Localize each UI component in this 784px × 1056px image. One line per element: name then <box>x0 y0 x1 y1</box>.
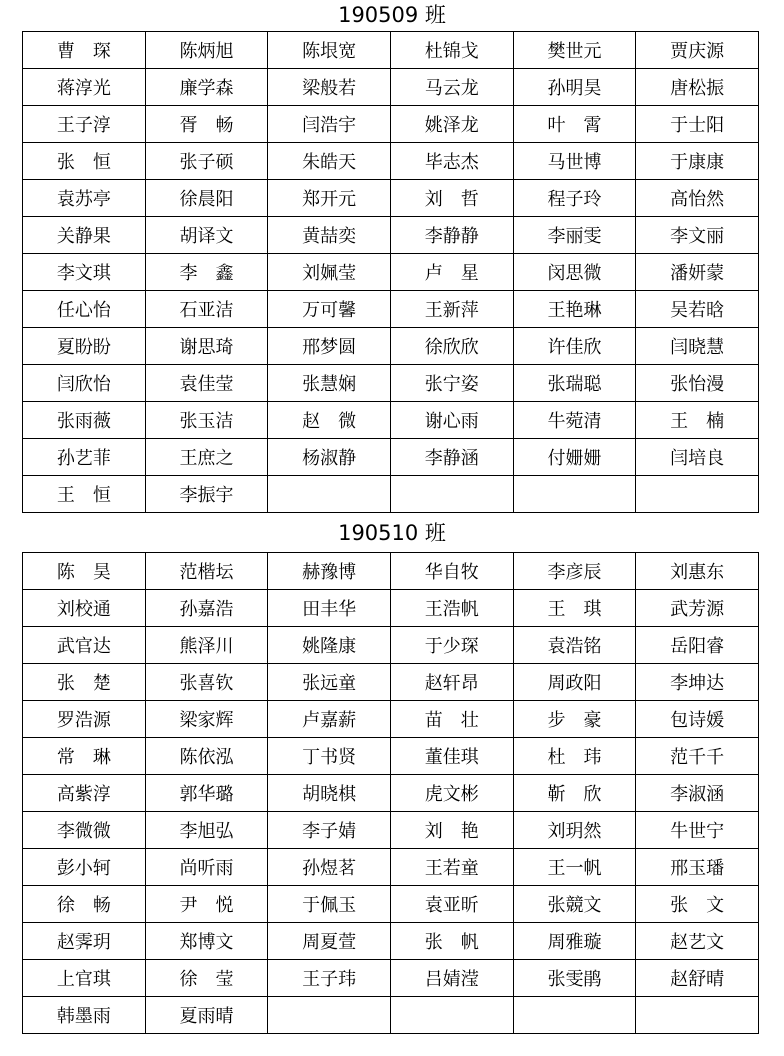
student-name-cell: 陈 昊 <box>23 553 146 590</box>
student-name-cell <box>268 997 391 1034</box>
student-name-cell: 孙明昊 <box>513 69 636 106</box>
student-name-cell: 闵思微 <box>513 254 636 291</box>
student-name-cell: 王 恒 <box>23 476 146 513</box>
student-name-cell: 马世博 <box>513 143 636 180</box>
student-name-cell: 王一帆 <box>513 849 636 886</box>
student-name-cell: 于士阳 <box>636 106 759 143</box>
student-name-cell: 李彦辰 <box>513 553 636 590</box>
student-name-cell: 高紫淳 <box>23 775 146 812</box>
student-name-cell: 郑开元 <box>268 180 391 217</box>
student-name-cell: 王庶之 <box>145 439 268 476</box>
student-name-cell: 袁苏亭 <box>23 180 146 217</box>
student-name-cell: 赵轩昂 <box>390 664 513 701</box>
student-name-cell: 王浩帆 <box>390 590 513 627</box>
table-row <box>23 812 759 849</box>
student-name-cell: 闫欣怡 <box>23 365 146 402</box>
student-name-cell: 张 文 <box>636 886 759 923</box>
table-row <box>23 923 759 960</box>
student-name-cell: 胥 畅 <box>145 106 268 143</box>
student-name-cell: 孙嘉浩 <box>145 590 268 627</box>
table-row <box>23 701 759 738</box>
student-name-cell: 王若童 <box>390 849 513 886</box>
student-name-cell: 步 豪 <box>513 701 636 738</box>
table-row <box>23 328 759 365</box>
student-name-cell: 朱皓天 <box>268 143 391 180</box>
student-name-cell: 周夏萱 <box>268 923 391 960</box>
student-name-cell: 罗浩源 <box>23 701 146 738</box>
student-name-cell: 赫豫博 <box>268 553 391 590</box>
student-name-cell: 刘玥然 <box>513 812 636 849</box>
student-name-cell: 武芳源 <box>636 590 759 627</box>
table-row <box>23 960 759 997</box>
student-name-cell <box>513 476 636 513</box>
student-name-cell: 张玉洁 <box>145 402 268 439</box>
student-name-cell: 于佩玉 <box>268 886 391 923</box>
student-name-cell: 范千千 <box>636 738 759 775</box>
student-name-cell: 夏盼盼 <box>23 328 146 365</box>
student-name-cell: 陈垠宽 <box>268 32 391 69</box>
student-name-cell: 谢思琦 <box>145 328 268 365</box>
student-name-cell: 李静静 <box>390 217 513 254</box>
student-name-cell: 赵艺文 <box>636 923 759 960</box>
student-name-cell: 张怡漫 <box>636 365 759 402</box>
student-name-cell: 牛菀清 <box>513 402 636 439</box>
student-name-cell: 胡译文 <box>145 217 268 254</box>
student-name-cell: 张 帆 <box>390 923 513 960</box>
student-name-cell <box>636 476 759 513</box>
student-name-cell: 闫晓慧 <box>636 328 759 365</box>
student-name-cell: 高怡然 <box>636 180 759 217</box>
table-row <box>23 180 759 217</box>
student-name-cell: 李 鑫 <box>145 254 268 291</box>
student-name-cell: 夏雨晴 <box>145 997 268 1034</box>
student-name-cell: 武官达 <box>23 627 146 664</box>
student-name-cell: 孙煜茗 <box>268 849 391 886</box>
student-name-cell: 梁家辉 <box>145 701 268 738</box>
student-name-cell: 苗 壮 <box>390 701 513 738</box>
student-name-cell: 王 楠 <box>636 402 759 439</box>
student-name-cell: 胡晓棋 <box>268 775 391 812</box>
student-name-cell <box>513 997 636 1034</box>
student-name-cell: 关静果 <box>23 217 146 254</box>
student-name-cell: 刘惠东 <box>636 553 759 590</box>
student-name-cell: 姚泽龙 <box>390 106 513 143</box>
student-name-cell: 丁书贤 <box>268 738 391 775</box>
student-name-cell: 上官琪 <box>23 960 146 997</box>
student-name-cell: 邢玉璠 <box>636 849 759 886</box>
student-name-cell: 郑博文 <box>145 923 268 960</box>
student-name-cell: 徐 畅 <box>23 886 146 923</box>
student-name-cell: 徐晨阳 <box>145 180 268 217</box>
table-row <box>23 439 759 476</box>
student-name-cell: 尹 悦 <box>145 886 268 923</box>
student-name-cell: 邢梦圆 <box>268 328 391 365</box>
student-name-cell: 郭华璐 <box>145 775 268 812</box>
student-name-cell <box>390 476 513 513</box>
student-name-cell: 姚隆康 <box>268 627 391 664</box>
student-name-cell: 吕婧滢 <box>390 960 513 997</box>
student-name-cell: 李文琪 <box>23 254 146 291</box>
student-name-cell: 曹 琛 <box>23 32 146 69</box>
student-name-cell: 韩墨雨 <box>23 997 146 1034</box>
student-name-cell: 徐 莹 <box>145 960 268 997</box>
table-row <box>23 849 759 886</box>
student-name-cell: 张競文 <box>513 886 636 923</box>
student-name-cell: 谢心雨 <box>390 402 513 439</box>
student-name-cell: 赵 微 <box>268 402 391 439</box>
student-name-cell: 张喜钦 <box>145 664 268 701</box>
table-row <box>23 664 759 701</box>
student-roster-table <box>22 552 759 1034</box>
student-name-cell: 赵舒晴 <box>636 960 759 997</box>
student-name-cell: 张远童 <box>268 664 391 701</box>
student-name-cell: 唐松振 <box>636 69 759 106</box>
student-name-cell: 牛世宁 <box>636 812 759 849</box>
student-name-cell: 闫培良 <box>636 439 759 476</box>
student-name-cell: 贾庆源 <box>636 32 759 69</box>
student-name-cell: 张雨薇 <box>23 402 146 439</box>
student-name-cell: 李文丽 <box>636 217 759 254</box>
student-name-cell: 刘姵莹 <box>268 254 391 291</box>
student-name-cell: 赵霁玥 <box>23 923 146 960</box>
student-name-cell: 陈依泓 <box>145 738 268 775</box>
student-name-cell: 周政阳 <box>513 664 636 701</box>
student-name-cell: 李振宇 <box>145 476 268 513</box>
student-name-cell: 李静涵 <box>390 439 513 476</box>
student-name-cell: 刘 艳 <box>390 812 513 849</box>
table-row <box>23 997 759 1034</box>
student-name-cell: 刘校通 <box>23 590 146 627</box>
student-name-cell: 梁般若 <box>268 69 391 106</box>
student-name-cell: 廉学森 <box>145 69 268 106</box>
student-name-cell: 华自牧 <box>390 553 513 590</box>
table-row <box>23 365 759 402</box>
table-row <box>23 69 759 106</box>
student-name-cell: 周雅璇 <box>513 923 636 960</box>
student-name-cell: 包诗媛 <box>636 701 759 738</box>
class-title: 190509 班 <box>338 3 446 27</box>
student-name-cell: 彭小轲 <box>23 849 146 886</box>
student-name-cell: 徐欣欣 <box>390 328 513 365</box>
student-name-cell: 于少琛 <box>390 627 513 664</box>
student-name-cell: 蒋淳光 <box>23 69 146 106</box>
table-row <box>23 106 759 143</box>
class-title: 190510 班 <box>338 521 446 545</box>
student-name-cell: 岳阳睿 <box>636 627 759 664</box>
student-name-cell: 张 楚 <box>23 664 146 701</box>
table-row <box>23 143 759 180</box>
student-roster-table <box>22 31 759 513</box>
table-row <box>23 775 759 812</box>
student-name-cell: 付姗姗 <box>513 439 636 476</box>
student-name-cell: 于康康 <box>636 143 759 180</box>
table-row <box>23 627 759 664</box>
student-name-cell: 叶 霄 <box>513 106 636 143</box>
student-name-cell <box>636 997 759 1034</box>
student-name-cell: 李坤达 <box>636 664 759 701</box>
student-name-cell: 杜锦戈 <box>390 32 513 69</box>
student-name-cell: 闫浩宇 <box>268 106 391 143</box>
student-name-cell: 张 恒 <box>23 143 146 180</box>
student-name-cell: 许佳欣 <box>513 328 636 365</box>
student-name-cell: 靳 欣 <box>513 775 636 812</box>
student-name-cell <box>390 997 513 1034</box>
student-name-cell: 毕志杰 <box>390 143 513 180</box>
table-row <box>23 476 759 513</box>
student-name-cell: 袁浩铭 <box>513 627 636 664</box>
student-name-cell: 卢嘉薪 <box>268 701 391 738</box>
student-name-cell: 樊世元 <box>513 32 636 69</box>
student-name-cell: 黄喆奕 <box>268 217 391 254</box>
student-name-cell: 常 琳 <box>23 738 146 775</box>
student-name-cell: 张雯鹃 <box>513 960 636 997</box>
student-name-cell: 任心怡 <box>23 291 146 328</box>
student-name-cell: 尚听雨 <box>145 849 268 886</box>
student-name-cell: 刘 哲 <box>390 180 513 217</box>
student-name-cell: 王新萍 <box>390 291 513 328</box>
table-row <box>23 590 759 627</box>
student-name-cell: 李丽雯 <box>513 217 636 254</box>
student-name-cell: 马云龙 <box>390 69 513 106</box>
student-name-cell: 熊泽川 <box>145 627 268 664</box>
student-name-cell: 袁亚昕 <box>390 886 513 923</box>
student-name-cell: 程子玲 <box>513 180 636 217</box>
student-name-cell: 张瑞聪 <box>513 365 636 402</box>
student-name-cell: 虎文彬 <box>390 775 513 812</box>
student-name-cell: 吴若晗 <box>636 291 759 328</box>
student-name-cell: 陈炳旭 <box>145 32 268 69</box>
student-name-cell: 王 琪 <box>513 590 636 627</box>
student-name-cell: 杜 玮 <box>513 738 636 775</box>
table-row <box>23 402 759 439</box>
student-name-cell: 石亚洁 <box>145 291 268 328</box>
student-name-cell: 田丰华 <box>268 590 391 627</box>
student-name-cell: 李子婧 <box>268 812 391 849</box>
student-name-cell: 万可馨 <box>268 291 391 328</box>
student-name-cell: 张子硕 <box>145 143 268 180</box>
student-name-cell: 张宁姿 <box>390 365 513 402</box>
student-name-cell: 王子淳 <box>23 106 146 143</box>
student-name-cell: 李旭弘 <box>145 812 268 849</box>
table-row <box>23 738 759 775</box>
student-name-cell: 张慧娴 <box>268 365 391 402</box>
student-name-cell <box>268 476 391 513</box>
student-name-cell: 袁佳莹 <box>145 365 268 402</box>
table-row <box>23 886 759 923</box>
table-row <box>23 32 759 69</box>
table-row <box>23 254 759 291</box>
student-name-cell: 董佳琪 <box>390 738 513 775</box>
student-name-cell: 孙艺菲 <box>23 439 146 476</box>
student-name-cell: 李淑涵 <box>636 775 759 812</box>
student-name-cell: 范楷坛 <box>145 553 268 590</box>
table-row <box>23 291 759 328</box>
student-name-cell: 王艳琳 <box>513 291 636 328</box>
student-name-cell: 杨淑静 <box>268 439 391 476</box>
student-name-cell: 潘妍蒙 <box>636 254 759 291</box>
student-name-cell: 卢 星 <box>390 254 513 291</box>
table-row <box>23 217 759 254</box>
student-name-cell: 李微微 <box>23 812 146 849</box>
table-row <box>23 553 759 590</box>
student-name-cell: 王子玮 <box>268 960 391 997</box>
